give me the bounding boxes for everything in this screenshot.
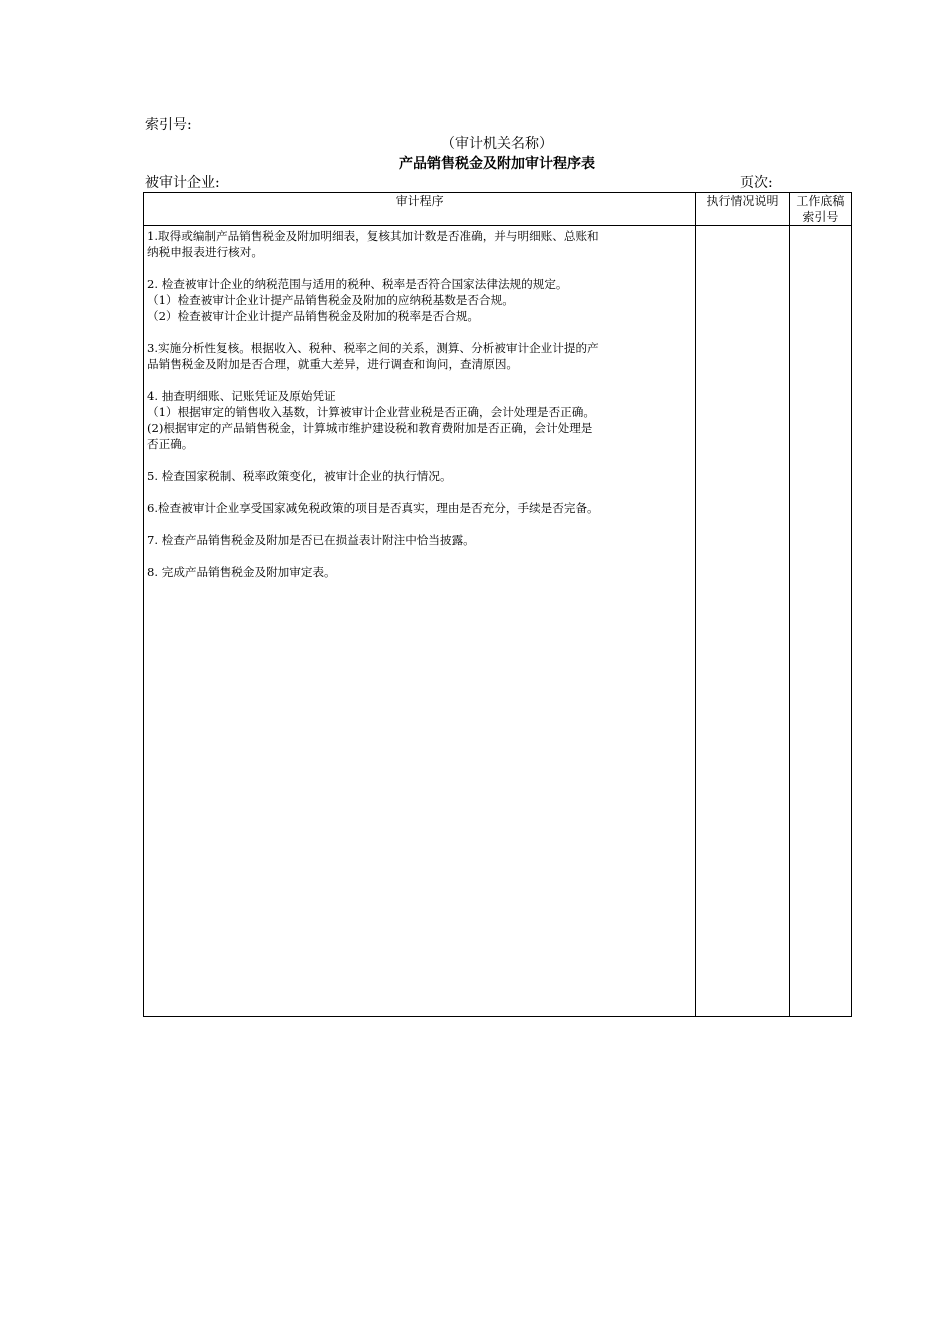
procedure-line: 3.实施分析性复核。根据收入、税种、税率之间的关系，测算、分析被审计企业计提的产 (147, 341, 599, 355)
column-header-execution: 执行情况说明 (696, 193, 789, 226)
column-header-workpaper-ref-line2: 索引号 (802, 210, 839, 224)
spacer (147, 260, 693, 276)
spacer (147, 484, 693, 500)
procedure-line: 否正确。 (147, 437, 194, 451)
spacer (147, 324, 693, 340)
procedure-line: （2）检查被审计企业计提产品销售税金及附加的税率是否合规。 (147, 309, 480, 323)
audit-org-name: （审计机关名称） (441, 136, 553, 152)
spacer (147, 548, 693, 564)
execution-notes-cell[interactable] (696, 226, 789, 1017)
column-header-procedure: 审计程序 (144, 193, 696, 226)
audited-company-label: 被审计企业: (145, 175, 220, 191)
procedure-line: （1）根据审定的销售收入基数，计算被审计企业营业税是否正确，会计处理是否正确。 (147, 405, 595, 419)
index-number-label: 索引号: (145, 117, 192, 133)
procedure-text (144, 226, 695, 580)
procedure-line: 1.取得或编制产品销售税金及附加明细表，复核其加计数是否准确，并与明细账、总账和 (147, 229, 599, 243)
procedure-line: 2. 检查被审计企业的纳税范围与适用的税种、税率是否符合国家法律法规的规定。 (147, 277, 568, 291)
column-header-workpaper-ref-line1: 工作底稿 (796, 194, 845, 208)
spacer (147, 452, 693, 468)
document-title: 产品销售税金及附加审计程序表 (399, 156, 595, 172)
audit-procedure-table (143, 192, 852, 1017)
spacer (147, 372, 693, 388)
procedure-line: （1）检查被审计企业计提产品销售税金及附加的应纳税基数是否合规。 (147, 293, 514, 307)
procedure-line: 6.检查被审计企业享受国家减免税政策的项目是否真实，理由是否充分，手续是否完备。 (147, 501, 599, 515)
procedure-line: 7. 检查产品销售税金及附加是否已在损益表计附注中恰当披露。 (147, 533, 475, 547)
procedure-cell (144, 226, 696, 1017)
procedure-line: (2)根据审定的产品销售税金，计算城市维护建设税和教育费附加是否正确，会计处理是 (147, 421, 593, 435)
workpaper-ref-cell[interactable] (789, 226, 851, 1017)
page-number-label: 页次: (740, 175, 773, 191)
table-header-row (144, 193, 852, 226)
procedure-line: 品销售税金及附加是否合理，就重大差异，进行调查和询问，查清原因。 (147, 357, 519, 371)
column-header-workpaper-ref (789, 193, 851, 226)
procedure-line: 8. 完成产品销售税金及附加审定表。 (147, 565, 336, 579)
table-body-row (144, 226, 852, 1017)
procedure-line: 纳税申报表进行核对。 (147, 245, 263, 259)
spacer (147, 516, 693, 532)
procedure-line: 4. 抽查明细账、记账凭证及原始凭证 (147, 389, 336, 403)
procedure-line: 5. 检查国家税制、税率政策变化，被审计企业的执行情况。 (147, 469, 452, 483)
